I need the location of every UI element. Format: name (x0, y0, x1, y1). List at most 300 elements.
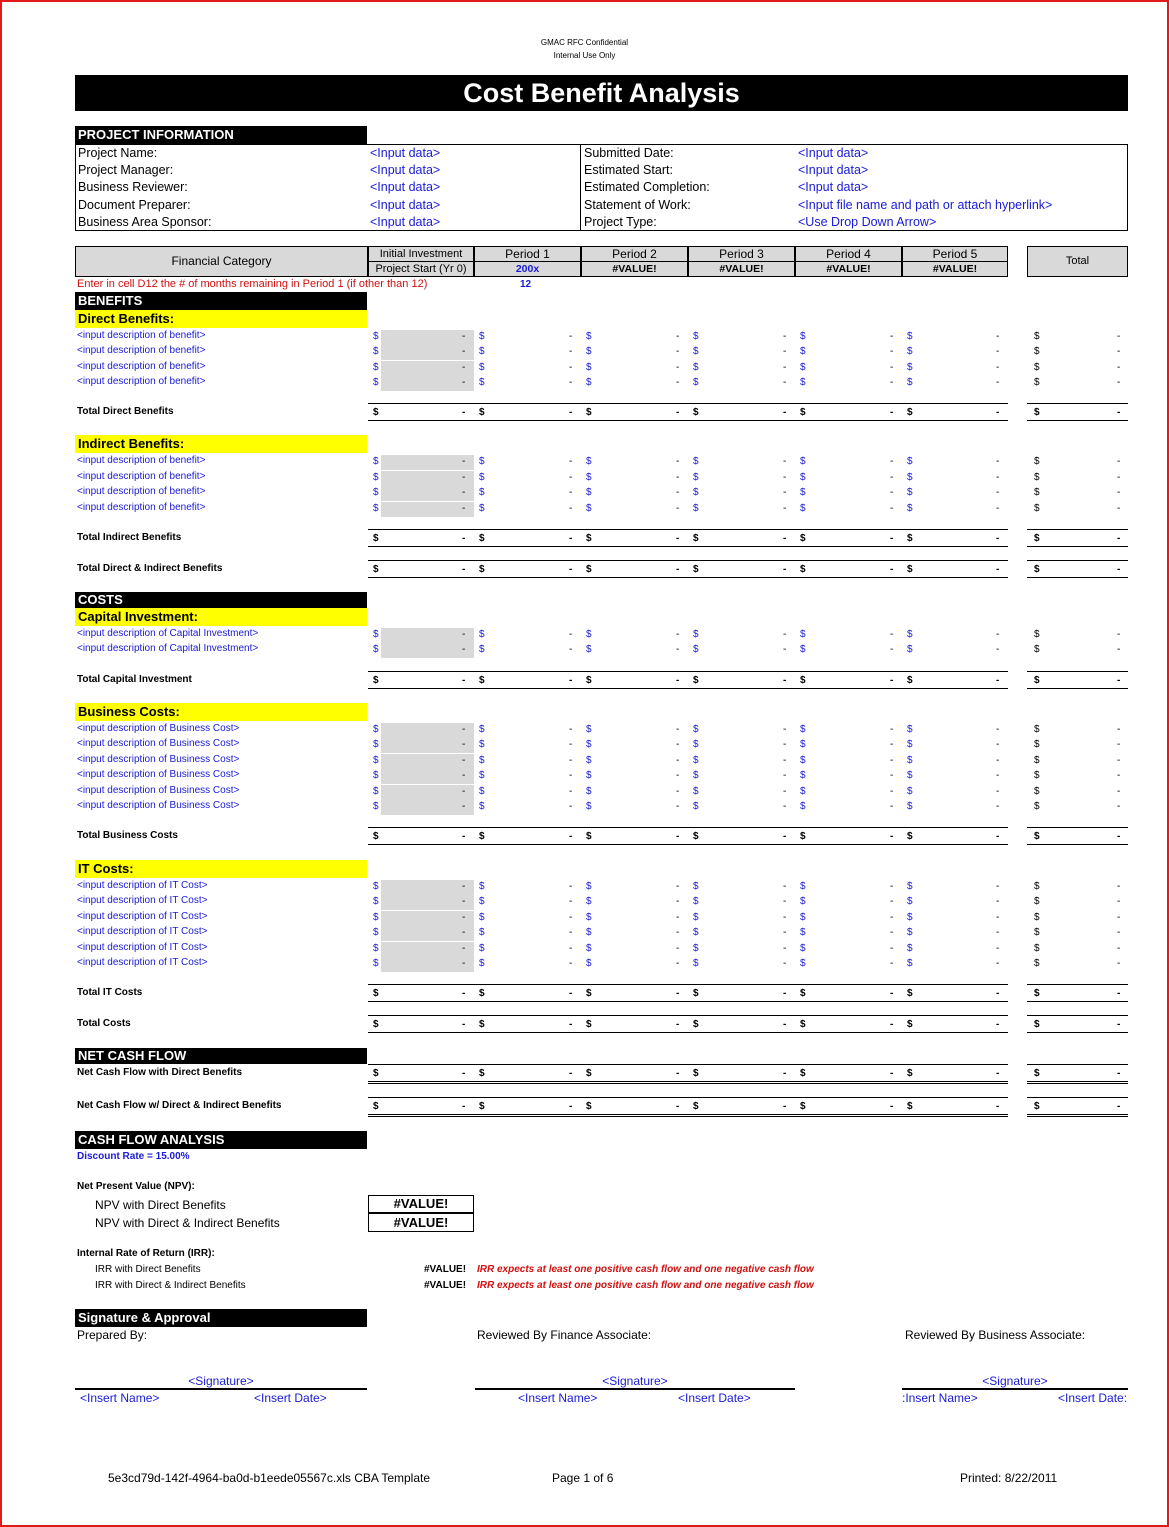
total-bottom-border (1027, 577, 1128, 578)
amount-value: - (462, 831, 466, 842)
currency-symbol: $ (373, 675, 379, 686)
amount-value: - (890, 407, 894, 418)
total-top-border (368, 403, 1008, 404)
currency-symbol: $ (1034, 629, 1040, 640)
currency-symbol: $ (1034, 471, 1040, 483)
amount-value[interactable]: - (462, 471, 466, 483)
total-bottom-border (368, 420, 1008, 421)
amount-value: - (890, 503, 894, 515)
line-item-description[interactable]: <input description of benefit> (77, 502, 206, 514)
currency-symbol: $ (693, 361, 699, 373)
currency-symbol: $ (693, 739, 699, 751)
months-note: Enter in cell D12 the # of months remaining in Period 1 (if other than 12) (77, 278, 428, 290)
amount-value: - (890, 831, 894, 842)
amount-value: - (676, 942, 680, 954)
line-item-description[interactable]: <input description of IT Cost> (77, 941, 208, 953)
total-bottom-border (1027, 420, 1128, 421)
currency-symbol: $ (373, 1101, 379, 1112)
amount-value: - (1117, 1101, 1121, 1112)
currency-symbol: $ (479, 487, 485, 499)
amount-value: - (676, 927, 680, 939)
project-info-input[interactable]: <Input data> (798, 180, 869, 195)
currency-symbol: $ (800, 754, 806, 766)
amount-value[interactable]: - (462, 770, 466, 782)
period-year: #VALUE! (581, 261, 688, 277)
amount-value: - (676, 739, 680, 751)
total-top-border (1027, 984, 1128, 985)
currency-symbol: $ (907, 988, 913, 999)
currency-symbol: $ (479, 831, 485, 842)
amount-value: - (890, 739, 894, 751)
currency-symbol: $ (586, 629, 592, 640)
amount-value: - (996, 988, 1000, 999)
currency-symbol: $ (373, 831, 379, 842)
currency-symbol: $ (586, 785, 592, 797)
currency-symbol: $ (800, 831, 806, 842)
benefits-heading: BENEFITS (75, 292, 367, 310)
currency-symbol: $ (586, 988, 592, 999)
input-cell-shading (381, 502, 474, 517)
currency-symbol: $ (1034, 881, 1040, 892)
currency-symbol: $ (907, 376, 913, 388)
currency-symbol: $ (479, 942, 485, 954)
amount-value: - (462, 533, 466, 544)
amount-value: - (676, 988, 680, 999)
amount-value[interactable]: - (462, 456, 466, 467)
total-top-border (1027, 1064, 1128, 1065)
amount-value[interactable]: - (462, 644, 466, 655)
currency-symbol: $ (800, 770, 806, 782)
it-costs-heading: IT Costs: (75, 860, 367, 878)
currency-symbol: $ (586, 361, 592, 373)
line-item-description[interactable]: <input description of Business Cost> (77, 753, 240, 765)
currency-symbol: $ (373, 988, 379, 999)
total-bottom-border (368, 577, 1008, 578)
amount-value: - (783, 675, 787, 686)
currency-symbol: $ (800, 456, 806, 467)
project-info-label: Statement of Work: (584, 197, 691, 212)
amount-value[interactable]: - (462, 754, 466, 766)
input-cell-shading (381, 376, 474, 391)
project-info-input[interactable]: <Input data> (370, 146, 441, 160)
amount-value: - (1117, 770, 1121, 782)
amount-value: - (783, 1101, 787, 1112)
amount-value: - (676, 801, 680, 812)
business-costs-heading: Business Costs: (75, 703, 367, 721)
amount-value[interactable]: - (462, 724, 466, 735)
currency-symbol: $ (800, 629, 806, 640)
currency-symbol: $ (479, 881, 485, 892)
irr-direct-message: IRR expects at least one positive cash flow and one negative cash flow (477, 1264, 814, 1275)
currency-symbol: $ (907, 564, 913, 575)
currency-symbol: $ (1034, 988, 1040, 999)
currency-symbol: $ (586, 503, 592, 515)
currency-symbol: $ (1034, 831, 1040, 842)
total-bottom-border (368, 1032, 1008, 1033)
currency-symbol: $ (586, 927, 592, 939)
amount-value: - (462, 675, 466, 686)
currency-symbol: $ (373, 927, 379, 939)
currency-symbol: $ (479, 503, 485, 515)
amount-value: - (996, 754, 1000, 766)
amount-value[interactable]: - (462, 376, 466, 388)
amount-value: - (569, 958, 573, 969)
financial-category-label: Financial Category (171, 254, 272, 268)
currency-symbol: $ (586, 644, 592, 655)
total-header (1027, 246, 1128, 277)
months-value[interactable]: 12 (520, 279, 532, 290)
project-info-input[interactable]: <Input data> (370, 197, 441, 212)
amount-value: - (783, 988, 787, 999)
line-item-description[interactable]: <input description of IT Cost> (77, 926, 208, 938)
project-info-input[interactable]: <Input data> (798, 146, 869, 160)
amount-value: - (676, 361, 680, 373)
currency-symbol: $ (373, 724, 379, 735)
line-item-description[interactable]: <input description of benefit> (77, 345, 206, 357)
total-top-border (368, 529, 1008, 530)
amount-value: - (996, 724, 1000, 735)
amount-value: - (996, 564, 1000, 575)
amount-value[interactable]: - (462, 361, 466, 373)
amount-value[interactable]: - (462, 911, 466, 923)
amount-value[interactable]: - (462, 487, 466, 499)
project-info-label: Business Area Sponsor: (78, 214, 212, 229)
amount-value: - (783, 911, 787, 923)
amount-value: - (676, 1068, 680, 1079)
line-item-description[interactable]: <input description of benefit> (77, 360, 206, 372)
project-info-input[interactable]: <Input data> (370, 214, 441, 229)
currency-symbol: $ (373, 376, 379, 388)
amount-value[interactable]: - (462, 331, 466, 342)
currency-symbol: $ (479, 376, 485, 388)
total-row-label: Total Capital Investment (77, 674, 192, 685)
total-top-border (1027, 403, 1128, 404)
currency-symbol: $ (479, 785, 485, 797)
amount-value: - (783, 346, 787, 358)
amount-value: - (569, 456, 573, 467)
input-cell-shading (381, 769, 474, 784)
currency-symbol: $ (586, 376, 592, 388)
currency-symbol: $ (586, 331, 592, 342)
input-cell-shading (381, 486, 474, 501)
amount-value: - (783, 1068, 787, 1079)
amount-value: - (676, 533, 680, 544)
amount-value: - (676, 346, 680, 358)
confidential-line: GMAC RFC Confidential (540, 38, 629, 47)
currency-symbol: $ (586, 1068, 592, 1079)
amount-value: - (996, 503, 1000, 515)
footer-filename: 5e3cd79d-142f-4964-ba0d-b1eede05567c.xls CBA Template (108, 1471, 431, 1485)
line-item-description[interactable]: <input description of Business Cost> (77, 800, 240, 811)
currency-symbol: $ (693, 564, 699, 575)
currency-symbol: $ (479, 471, 485, 483)
insert-date-finance[interactable]: <Insert Date> (678, 1391, 751, 1405)
total-top-border (368, 1015, 1008, 1016)
line-item-description[interactable]: <input description of Capital Investment> (77, 643, 259, 654)
currency-symbol: $ (693, 724, 699, 735)
insert-name-finance[interactable]: <Insert Name> (518, 1391, 598, 1405)
insert-date-prepared[interactable]: <Insert Date> (254, 1391, 327, 1405)
currency-symbol: $ (586, 896, 592, 908)
insert-name-business[interactable]: :Insert Name> (902, 1391, 978, 1405)
line-item-description[interactable]: <input description of IT Cost> (77, 880, 208, 891)
project-info-input[interactable]: <Input file name and path or attach hyperlink> (798, 197, 1053, 212)
amount-value: - (569, 942, 573, 954)
total-bottom-border (1027, 1114, 1128, 1117)
amount-value[interactable]: - (462, 739, 466, 751)
total-row-label: Total Direct & Indirect Benefits (77, 563, 223, 574)
amount-value: - (569, 407, 573, 418)
currency-symbol: $ (800, 471, 806, 483)
currency-symbol: $ (693, 988, 699, 999)
amount-value: - (890, 376, 894, 388)
line-item-description[interactable]: <input description of Business Cost> (77, 738, 240, 750)
amount-value: - (462, 564, 466, 575)
amount-value: - (996, 533, 1000, 544)
line-item-description[interactable]: <input description of benefit> (77, 455, 206, 466)
period-header: Period 5 (902, 246, 1008, 262)
input-cell-shading (381, 754, 474, 769)
currency-symbol: $ (1034, 407, 1040, 418)
amount-value: - (676, 1101, 680, 1112)
currency-symbol: $ (907, 896, 913, 908)
amount-value[interactable]: - (462, 629, 466, 640)
amount-value: - (996, 407, 1000, 418)
amount-value: - (569, 881, 573, 892)
project-info-label: Project Type: (584, 214, 657, 229)
total-bottom-border (368, 1081, 1008, 1084)
amount-value: - (783, 361, 787, 373)
currency-symbol: $ (907, 770, 913, 782)
total-top-border (368, 827, 1008, 828)
amount-value: - (569, 739, 573, 751)
npv-heading: Net Present Value (NPV): (77, 1181, 195, 1192)
signature-line-finance (475, 1388, 795, 1390)
project-info-heading: PROJECT INFORMATION (75, 126, 367, 144)
currency-symbol: $ (800, 881, 806, 892)
currency-symbol: $ (373, 1068, 379, 1079)
amount-value: - (1117, 361, 1121, 373)
currency-symbol: $ (693, 1101, 699, 1112)
currency-symbol: $ (586, 564, 592, 575)
amount-value: - (890, 911, 894, 923)
total-bottom-border (1027, 844, 1128, 845)
line-item-description[interactable]: <input description of benefit> (77, 486, 206, 498)
total-bottom-border (1027, 1001, 1128, 1002)
amount-value[interactable]: - (462, 927, 466, 939)
npv-direct-indirect-label: NPV with Direct & Indirect Benefits (95, 1216, 280, 1230)
amount-value: - (996, 896, 1000, 908)
currency-symbol: $ (373, 361, 379, 373)
insert-name-prepared[interactable]: <Insert Name> (80, 1391, 160, 1405)
line-item-description[interactable]: <input description of Business Cost> (77, 723, 240, 734)
project-info-input[interactable]: <Input data> (370, 180, 441, 195)
amount-value: - (996, 1101, 1000, 1112)
currency-symbol: $ (907, 533, 913, 544)
currency-symbol: $ (479, 770, 485, 782)
currency-symbol: $ (800, 911, 806, 923)
amount-value: - (996, 739, 1000, 751)
amount-value: - (890, 564, 894, 575)
currency-symbol: $ (800, 361, 806, 373)
currency-symbol: $ (907, 331, 913, 342)
line-item-description[interactable]: <input description of benefit> (77, 470, 206, 482)
line-item-description[interactable]: <input description of benefit> (77, 330, 206, 341)
currency-symbol: $ (800, 1068, 806, 1079)
project-info-label: Document Preparer: (78, 197, 191, 212)
currency-symbol: $ (373, 629, 379, 640)
amount-value: - (676, 911, 680, 923)
amount-value: - (890, 629, 894, 640)
amount-value: - (783, 564, 787, 575)
signature-field-business[interactable]: <Signature> (982, 1374, 1048, 1388)
period-year: #VALUE! (795, 261, 902, 277)
currency-symbol: $ (586, 675, 592, 686)
amount-value: - (569, 564, 573, 575)
signature-line-prepared (75, 1388, 367, 1390)
amount-value[interactable]: - (462, 896, 466, 908)
currency-symbol: $ (1034, 346, 1040, 358)
currency-symbol: $ (479, 331, 485, 342)
currency-symbol: $ (479, 988, 485, 999)
amount-value: - (890, 988, 894, 999)
currency-symbol: $ (479, 456, 485, 467)
amount-value: - (569, 471, 573, 483)
currency-symbol: $ (907, 911, 913, 923)
amount-value: - (783, 503, 787, 515)
amount-value[interactable]: - (462, 785, 466, 797)
amount-value: - (996, 346, 1000, 358)
currency-symbol: $ (479, 754, 485, 766)
signature-heading: Signature & Approval (75, 1309, 367, 1327)
input-cell-shading (381, 330, 474, 345)
amount-value: - (783, 407, 787, 418)
amount-value[interactable]: - (462, 503, 466, 515)
amount-value: - (890, 754, 894, 766)
currency-symbol: $ (586, 487, 592, 499)
total-bottom-border (1027, 546, 1128, 547)
total-bottom-border (1027, 1032, 1128, 1033)
reviewed-finance-label: Reviewed By Finance Associate: (477, 1328, 652, 1342)
line-item-description[interactable]: <input description of benefit> (77, 375, 206, 387)
currency-symbol: $ (693, 471, 699, 483)
project-info-input[interactable]: <Input data> (798, 163, 869, 178)
currency-symbol: $ (373, 770, 379, 782)
amount-value[interactable]: - (462, 958, 466, 969)
amount-value[interactable]: - (462, 942, 466, 954)
currency-symbol: $ (586, 739, 592, 751)
amount-value: - (996, 456, 1000, 467)
currency-symbol: $ (373, 911, 379, 923)
line-item-description[interactable]: <input description of Capital Investment> (77, 628, 259, 639)
currency-symbol: $ (800, 988, 806, 999)
page-title: Cost Benefit Analysis (75, 75, 1128, 111)
npv-direct-value: #VALUE! (368, 1195, 474, 1213)
line-item-description[interactable]: <input description of IT Cost> (77, 895, 208, 907)
signature-line-business (902, 1388, 1128, 1390)
input-cell-shading (381, 800, 474, 815)
currency-symbol: $ (1034, 644, 1040, 655)
amount-value: - (783, 487, 787, 499)
line-item-description[interactable]: <input description of IT Cost> (77, 910, 208, 922)
amount-value: - (569, 503, 573, 515)
input-cell-shading (381, 911, 474, 926)
currency-symbol: $ (800, 739, 806, 751)
currency-symbol: $ (479, 533, 485, 544)
input-cell-shading (381, 723, 474, 738)
currency-symbol: $ (586, 533, 592, 544)
amount-value: - (996, 376, 1000, 388)
amount-value: - (462, 407, 466, 418)
npv-direct-indirect-value: #VALUE! (368, 1213, 474, 1232)
currency-symbol: $ (479, 629, 485, 640)
costs-heading: COSTS (75, 592, 367, 608)
amount-value: - (1117, 754, 1121, 766)
currency-symbol: $ (479, 911, 485, 923)
period-year: #VALUE! (902, 261, 1008, 277)
project-info-input[interactable]: <Input data> (370, 163, 441, 178)
currency-symbol: $ (907, 456, 913, 467)
amount-value: - (1117, 471, 1121, 483)
total-bottom-border (368, 1114, 1008, 1117)
project-info-input[interactable]: <Use Drop Down Arrow> (798, 214, 937, 229)
currency-symbol: $ (1034, 770, 1040, 782)
currency-symbol: $ (479, 896, 485, 908)
currency-symbol: $ (586, 831, 592, 842)
currency-symbol: $ (800, 487, 806, 499)
amount-value: - (890, 346, 894, 358)
amount-value: - (996, 644, 1000, 655)
total-top-border (368, 1097, 1008, 1098)
total-row-label: Total Costs (77, 1018, 131, 1029)
input-cell-shading (381, 926, 474, 941)
amount-value: - (783, 629, 787, 640)
amount-value: - (676, 331, 680, 342)
period-header: Period 4 (795, 246, 902, 262)
currency-symbol: $ (1034, 503, 1040, 515)
currency-symbol: $ (373, 456, 379, 467)
insert-date-business[interactable]: <Insert Date: (1058, 1391, 1128, 1405)
line-item-description[interactable]: <input description of Business Cost> (77, 769, 240, 781)
irr-direct-indirect-value: #VALUE! (424, 1280, 467, 1291)
total-bottom-border (368, 688, 1008, 689)
signature-field-prepared[interactable]: <Signature> (188, 1374, 254, 1388)
amount-value[interactable]: - (462, 346, 466, 358)
currency-symbol: $ (373, 564, 379, 575)
currency-symbol: $ (1034, 724, 1040, 735)
amount-value[interactable]: - (462, 801, 466, 812)
amount-value: - (1117, 1068, 1121, 1079)
financial-category-header (75, 246, 368, 277)
signature-field-finance[interactable]: <Signature> (602, 1374, 668, 1388)
amount-value[interactable]: - (462, 881, 466, 892)
amount-value: - (996, 331, 1000, 342)
amount-value: - (996, 471, 1000, 483)
currency-symbol: $ (693, 533, 699, 544)
amount-value: - (569, 487, 573, 499)
input-cell-shading (381, 455, 474, 470)
line-item-description[interactable]: <input description of Business Cost> (77, 784, 240, 796)
currency-symbol: $ (800, 801, 806, 812)
currency-symbol: $ (693, 801, 699, 812)
line-item-description[interactable]: <input description of IT Cost> (77, 957, 208, 968)
amount-value: - (890, 942, 894, 954)
currency-symbol: $ (586, 456, 592, 467)
currency-symbol: $ (1034, 675, 1040, 686)
currency-symbol: $ (1034, 942, 1040, 954)
currency-symbol: $ (693, 644, 699, 655)
currency-symbol: $ (586, 471, 592, 483)
